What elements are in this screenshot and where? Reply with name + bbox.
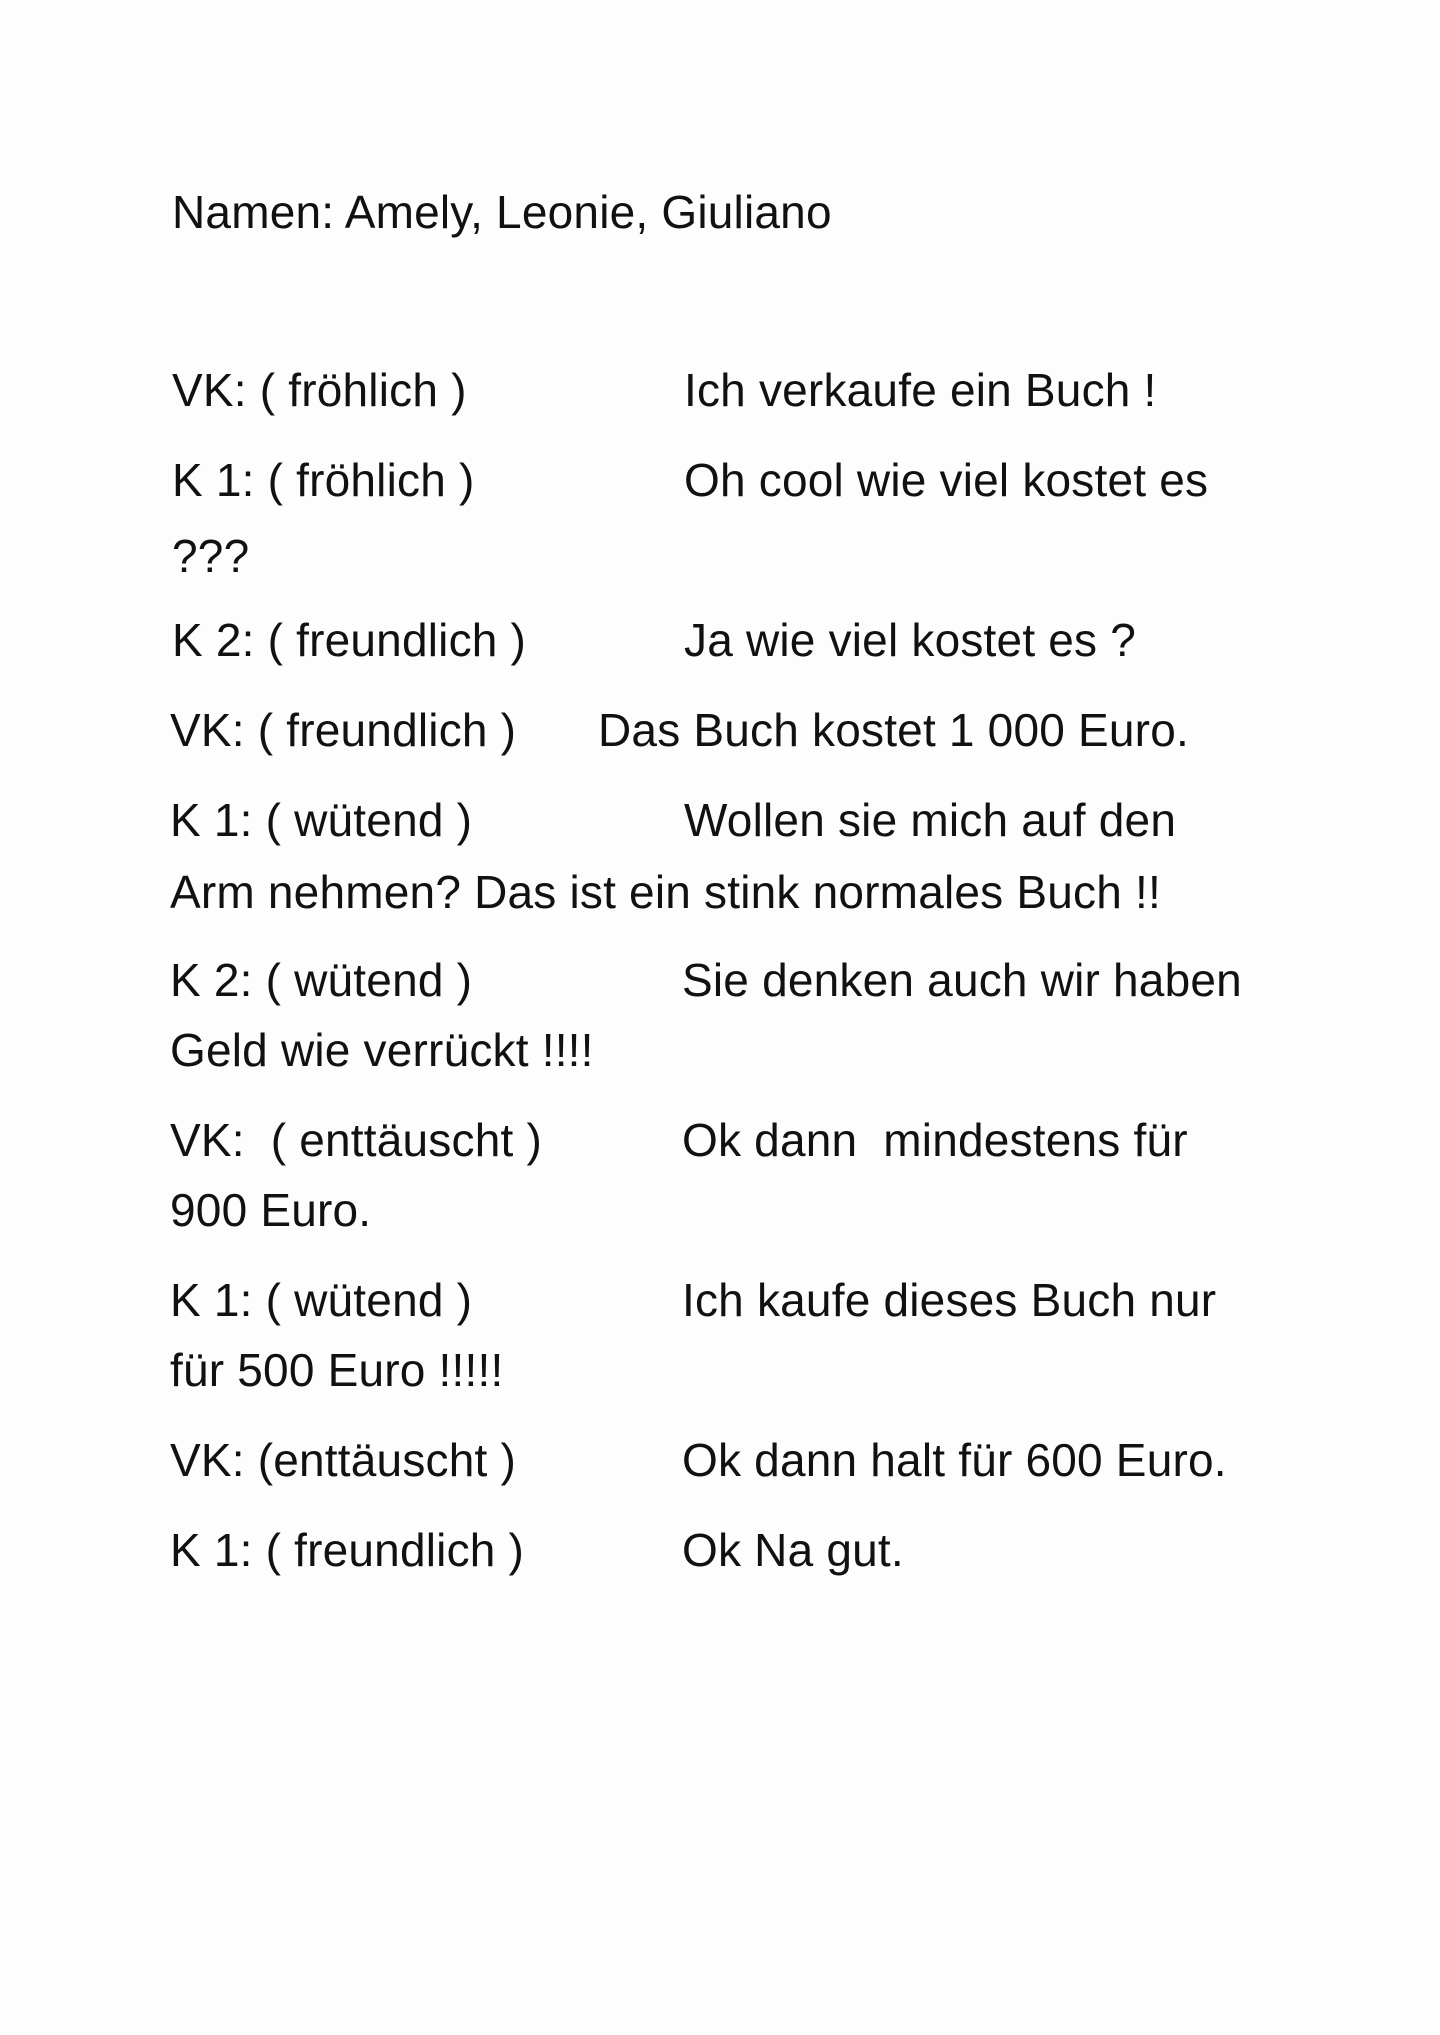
- dialogue-text: Ok dann mindestens für: [682, 1114, 1188, 1166]
- dialogue-continuation: ???: [172, 530, 250, 582]
- dialogue-continuation: für 500 Euro !!!!!: [170, 1344, 504, 1396]
- dialogue-continuation: 900 Euro.: [170, 1184, 372, 1236]
- speaker-label: K 1: ( wütend ): [170, 794, 473, 846]
- dialogue-text: Sie denken auch wir haben: [682, 954, 1242, 1006]
- dialogue-continuation: Geld wie verrückt !!!!: [170, 1024, 594, 1076]
- speaker-label: VK: ( fröhlich ): [172, 364, 467, 416]
- dialogue-text: Ok dann halt für 600 Euro.: [682, 1434, 1227, 1486]
- dialogue-text: Ja wie viel kostet es ?: [684, 614, 1137, 666]
- dialogue-text: Ich verkaufe ein Buch !: [684, 364, 1157, 416]
- dialogue-text: Das Buch kostet 1 000 Euro.: [598, 704, 1189, 756]
- speaker-label: K 1: ( wütend ): [170, 1274, 473, 1326]
- dialogue-continuation: Arm nehmen? Das ist ein stink normales Buch !!: [170, 866, 1161, 918]
- speaker-label: K 1: ( fröhlich ): [172, 454, 475, 506]
- dialogue-text: Wollen sie mich auf den: [684, 794, 1177, 846]
- speaker-label: VK: ( freundlich ): [170, 704, 517, 756]
- speaker-label: VK: (enttäuscht ): [170, 1434, 516, 1486]
- speaker-label: K 2: ( freundlich ): [172, 614, 527, 666]
- speaker-label: VK: ( enttäuscht ): [170, 1114, 542, 1166]
- dialogue-text: Ich kaufe dieses Buch nur: [682, 1274, 1217, 1326]
- speaker-label: K 2: ( wütend ): [170, 954, 473, 1006]
- dialogue-text: Oh cool wie viel kostet es: [684, 454, 1209, 506]
- names-heading: Namen: Amely, Leonie, Giuliano: [172, 186, 832, 238]
- dialogue-text: Ok Na gut.: [682, 1524, 904, 1576]
- speaker-label: K 1: ( freundlich ): [170, 1524, 525, 1576]
